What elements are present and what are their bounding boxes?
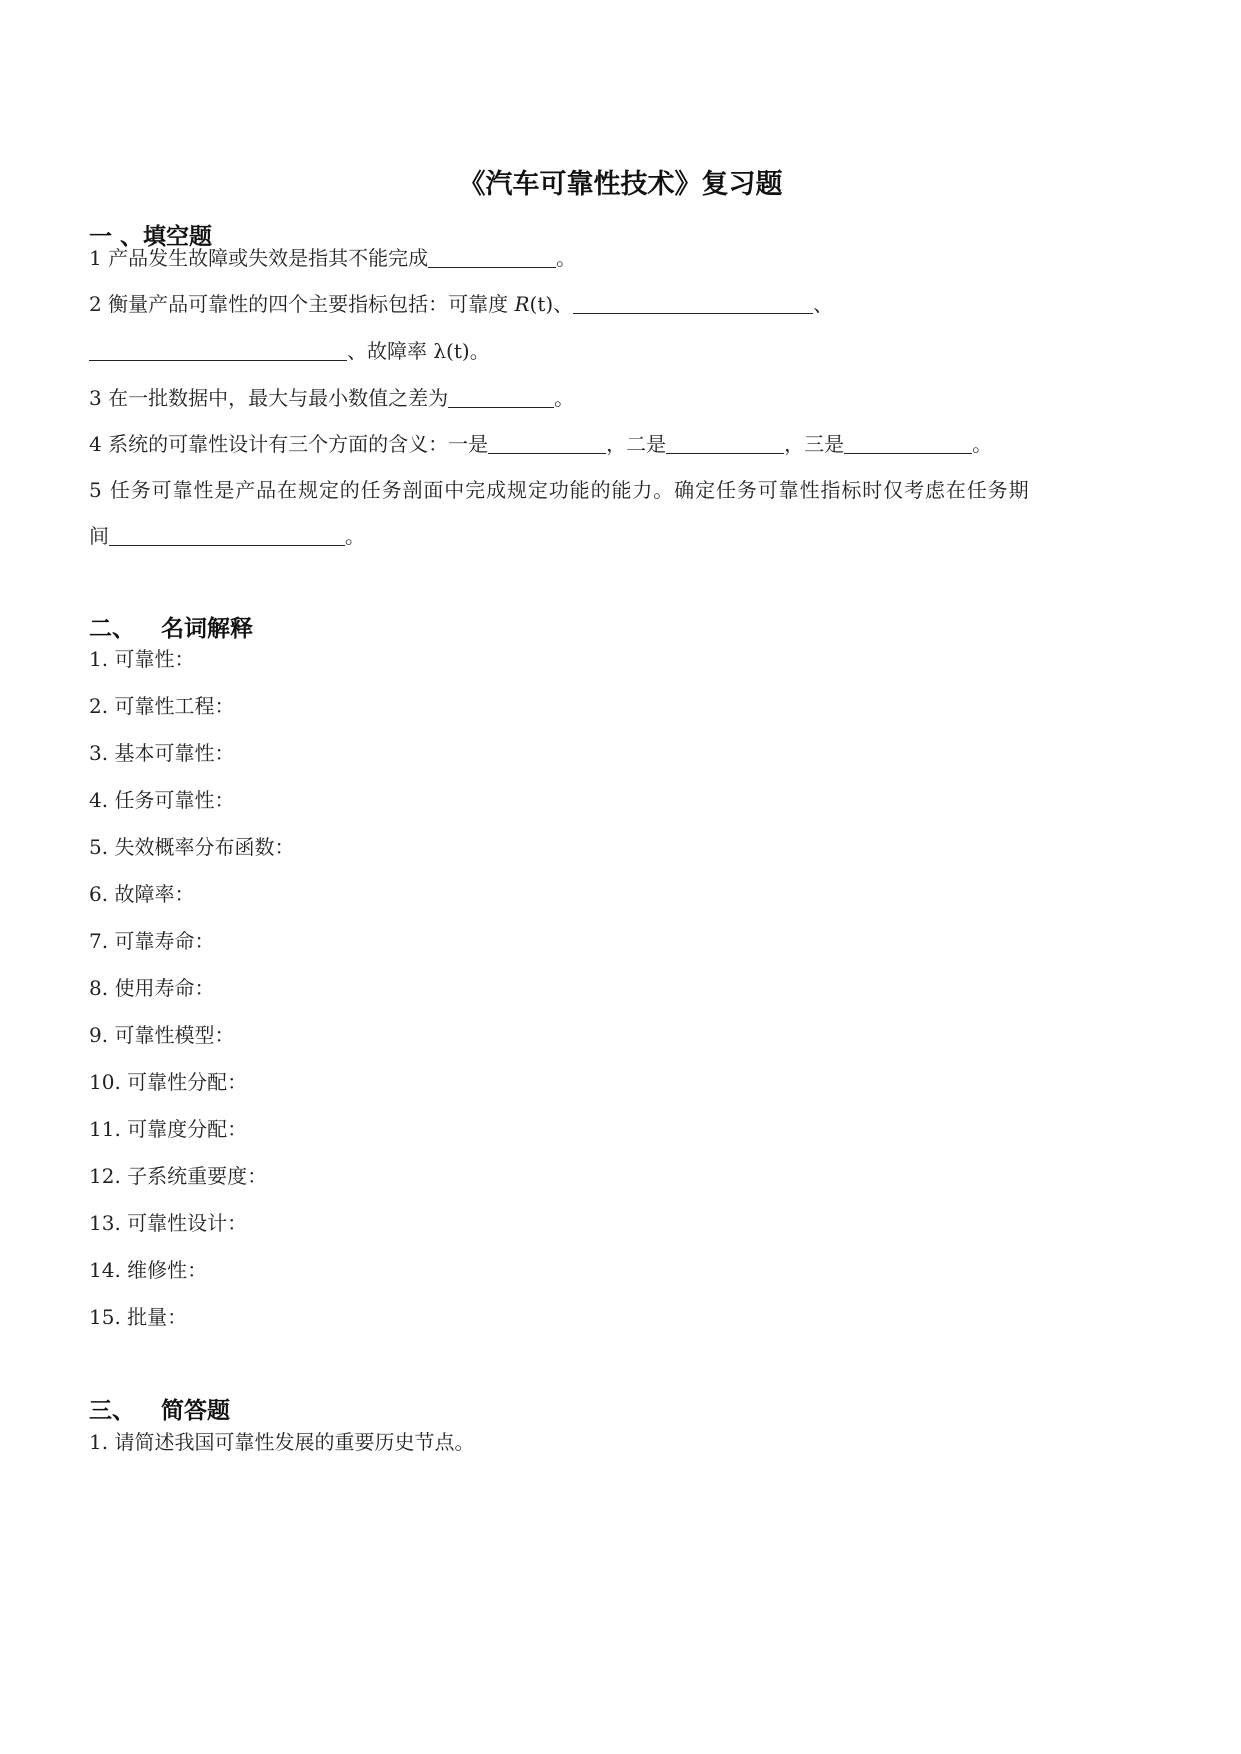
fill-question-5-text-end: 间 [89, 524, 109, 548]
symbol-t: (t) [529, 292, 554, 316]
fill-question-5-continued [89, 522, 365, 550]
symbol-t: (t) [446, 339, 470, 363]
term-item: 4. 任务可靠性： [89, 788, 235, 812]
answer-blank[interactable] [666, 433, 784, 454]
fill-question-5-text: 5 任务可靠性是产品在规定的任务剖面中完成规定功能的能力。确定任务可靠性指标时仅考虑在任务期 [89, 478, 1030, 502]
term-item: 11. 可靠度分配： [89, 1117, 248, 1141]
fill-question-1-end: 。 [556, 246, 577, 270]
term-item: 14. 维修性： [89, 1258, 208, 1282]
section-1-number: 一 、 [89, 224, 144, 250]
symbol-r: R [514, 292, 530, 316]
short-answer-question-1: 1. 请简述我国可靠性发展的重要历史节点。 [89, 1430, 475, 1454]
section-2-title: 名词解释 [161, 616, 253, 642]
fill-question-4-text: 4 系统的可靠性设计有三个方面的含义：一是 [89, 432, 489, 456]
fill-question-1 [89, 244, 576, 272]
separator: 、 [813, 292, 834, 316]
answer-blank[interactable] [428, 247, 556, 268]
answer-blank[interactable] [89, 340, 347, 361]
answer-blank[interactable] [109, 525, 345, 546]
fill-question-3 [89, 384, 574, 412]
answer-blank[interactable] [488, 433, 606, 454]
fill-question-2-rate-text: 、故障率 λ [347, 339, 447, 363]
separator: 、 [553, 292, 574, 316]
section-3-title: 简答题 [161, 1398, 230, 1424]
term-item: 6. 故障率： [89, 882, 195, 906]
fill-question-5 [89, 476, 1029, 504]
fill-question-2-text: 2 衡量产品可靠性的四个主要指标包括：可靠度 [89, 292, 515, 316]
term-item: 10. 可靠性分配： [89, 1070, 248, 1094]
term-item: 1. 可靠性： [89, 647, 195, 671]
fill-question-1-text: 1 产品发生故障或失效是指其不能完成 [89, 246, 429, 270]
term-item: 7. 可靠寿命： [89, 929, 215, 953]
section-2-number: 二、 [89, 616, 135, 642]
fill-question-3-text: 3 在一批数据中，最大与最小数值之差为 [89, 386, 449, 410]
fill-question-2 [89, 290, 833, 318]
fill-question-4-part-2: ，二是 [606, 432, 667, 456]
fill-question-2-end: 。 [469, 339, 490, 363]
term-item: 5. 失效概率分布函数： [89, 835, 295, 859]
fill-question-4-end: 。 [972, 432, 993, 456]
section-2-heading [89, 610, 253, 643]
document-title: 《汽车可靠性技术》复习题 [458, 169, 783, 200]
term-item: 15. 批量： [89, 1305, 188, 1329]
fill-question-2-continued [89, 337, 490, 365]
term-item: 8. 使用寿命： [89, 976, 215, 1000]
term-item: 12. 子系统重要度： [89, 1164, 268, 1188]
section-3-number: 三、 [89, 1398, 135, 1424]
term-item: 2. 可靠性工程： [89, 694, 235, 718]
fill-question-4-part-3: ，三是 [784, 432, 845, 456]
answer-blank[interactable] [448, 387, 554, 408]
term-item: 13. 可靠性设计： [89, 1211, 248, 1235]
fill-question-5-end: 。 [345, 524, 365, 548]
term-item: 3. 基本可靠性： [89, 741, 235, 765]
answer-blank[interactable] [573, 293, 813, 314]
answer-blank[interactable] [844, 433, 972, 454]
section-1-title: 填空题 [143, 224, 213, 250]
section-3-heading [89, 1392, 230, 1425]
fill-question-4 [89, 430, 992, 458]
fill-question-3-end: 。 [554, 386, 575, 410]
term-item: 9. 可靠性模型： [89, 1023, 235, 1047]
